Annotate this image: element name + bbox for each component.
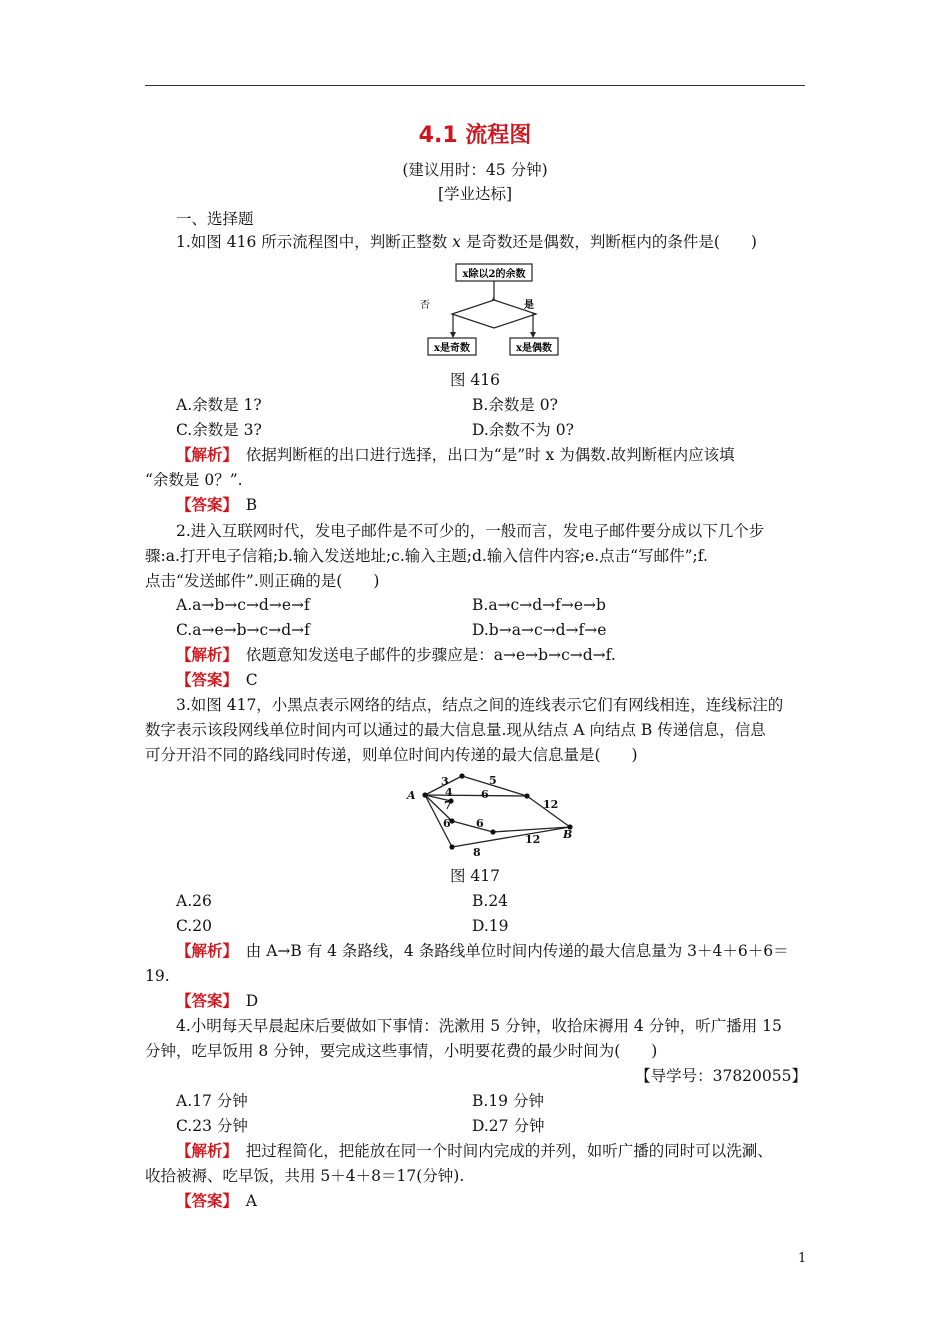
figure-417-caption: 图 417	[449, 867, 500, 885]
q4-analysis-cont: 收拾被褥、吃早饭，共用 5＋4＋8＝17(分钟).	[145, 1167, 465, 1185]
q4-options-row-1	[145, 1088, 838, 1114]
q2-option-a: A.a→b→c→d→e→f	[176, 596, 310, 614]
q4-stem-2: 分钟，吃早饭用 8 分钟，要完成这些事情，小明要花费的最少时间为( )	[145, 1042, 658, 1060]
q4-guide-number: 【导学号：37820055】	[635, 1067, 807, 1085]
q3-option-c: C.20	[176, 917, 212, 935]
flow-box-remainder-text: x除以2的余数	[462, 269, 526, 280]
page-number: 1	[798, 1251, 807, 1266]
q3-option-b: B.24	[472, 892, 509, 910]
q1-option-c: C.余数是 3?	[176, 421, 262, 439]
q3-analysis-cont: 19.	[145, 967, 170, 985]
q3-options-row-1	[145, 888, 838, 914]
q4-option-a: A.17 分钟	[176, 1092, 248, 1110]
q2-stem-3: 点击“发送邮件”.则正确的是( )	[145, 572, 380, 590]
node-b-label: B	[563, 828, 573, 841]
q4-stem-1: 4.小明每天早晨起床后要做如下事情：洗漱用 5 分钟，收拾床褥用 4 分钟，听广播用 15	[176, 1017, 782, 1035]
edge-label: 7	[444, 799, 452, 812]
q1-answer: 【答案】 B	[176, 495, 258, 514]
q2-stem-2: 骤:a.打开电子信箱;b.输入发送地址;c.输入主题;d.输入信件内容;e.点击“写邮件”;f.	[145, 547, 708, 565]
edge-label: 12	[543, 798, 559, 811]
q3-options-row-2	[145, 913, 838, 939]
q3-answer: 【答案】 D	[176, 991, 259, 1010]
flow-label-no: 否	[420, 300, 430, 311]
q2-answer: 【答案】 C	[176, 670, 258, 689]
flow-box-even-text: x是偶数	[516, 343, 552, 354]
edge-label: 8	[473, 846, 481, 859]
q3-option-d: D.19	[472, 917, 509, 935]
q3-stem-3: 可分开沿不同的路线同时传递，则单位时间内传递的最大信息量是( )	[145, 746, 638, 764]
flow-label-yes: 是	[524, 300, 534, 311]
node-a-dot	[422, 792, 427, 797]
edge-label: 4	[445, 786, 453, 799]
q1-options-row-2	[145, 417, 838, 443]
q2-option-c: C.a→e→b→c→d→f	[176, 621, 310, 639]
page-title: 4.1 流程图	[418, 123, 532, 148]
q2-options-row-1	[145, 592, 838, 618]
edge-label: 6	[481, 788, 489, 801]
figure-416-flowchart	[420, 262, 570, 357]
q3-stem-2: 数字表示该段网线单位时间内可以通过的最大信息量.现从结点 A 向结点 B 传递信息，信息	[145, 721, 766, 739]
q3-stem-1: 3.如图 417，小黑点表示网络的结点，结点之间的连线表示它们有网线相连，连线标注的	[176, 696, 784, 714]
edge-label: 5	[489, 774, 497, 787]
edge-label: 12	[525, 833, 541, 846]
level-label: [学业达标]	[437, 185, 513, 203]
q1-option-a: A.余数是 1?	[176, 396, 262, 414]
q2-stem-1: 2.进入互联网时代，发电子邮件是不可少的，一般而言，发电子邮件要分成以下几个步	[176, 522, 765, 540]
q3-option-a: A.26	[176, 892, 212, 910]
q4-option-b: B.19 分钟	[472, 1092, 544, 1110]
q4-options-row-2	[145, 1113, 838, 1139]
q1-analysis-cont: “余数是 0？”.	[145, 471, 243, 489]
edge-label: 3	[441, 775, 449, 788]
figure-417-network	[405, 770, 585, 862]
q1-option-d: D.余数不为 0?	[472, 421, 574, 439]
q4-answer: 【答案】 A	[176, 1191, 257, 1210]
q1-stem: 1.如图 416 所示流程图中，判断正整数 x 是奇数还是偶数，判断框内的条件是( )	[176, 233, 757, 251]
edge-label: 6	[443, 817, 451, 830]
q4-analysis: 【解析】 把过程简化，把能放在同一个时间内完成的并列，如听广播的同时可以洗涮、	[176, 1141, 773, 1160]
figure-416-caption: 图 416	[449, 371, 500, 389]
flow-box-odd-text: x是奇数	[434, 343, 470, 354]
header-rule	[145, 85, 805, 86]
time-hint: (建议用时：45 分钟)	[402, 161, 548, 179]
q2-option-d: D.b→a→c→d→f→e	[472, 621, 607, 639]
section-heading: 一、选择题	[176, 210, 254, 228]
q2-options-row-2	[145, 617, 838, 643]
q1-option-b: B.余数是 0?	[472, 396, 558, 414]
q1-analysis: 【解析】 依据判断框的出口进行选择，出口为“是”时 x 为偶数.故判断框内应该填	[176, 445, 735, 464]
q1-options-row-1	[145, 392, 838, 418]
node-a-label: A	[407, 789, 416, 802]
q4-option-c: C.23 分钟	[176, 1117, 248, 1135]
q4-option-d: D.27 分钟	[472, 1117, 545, 1135]
q3-analysis: 【解析】 由 A→B 有 4 条路线，4 条路线单位时间内传递的最大信息量为 3＋4＋6＋6＝	[176, 941, 789, 960]
q2-analysis: 【解析】 依题意知发送电子邮件的步骤应是：a→e→b→c→d→f.	[176, 645, 616, 664]
q2-option-b: B.a→c→d→f→e→b	[472, 596, 606, 614]
edge-label: 6	[476, 817, 484, 830]
